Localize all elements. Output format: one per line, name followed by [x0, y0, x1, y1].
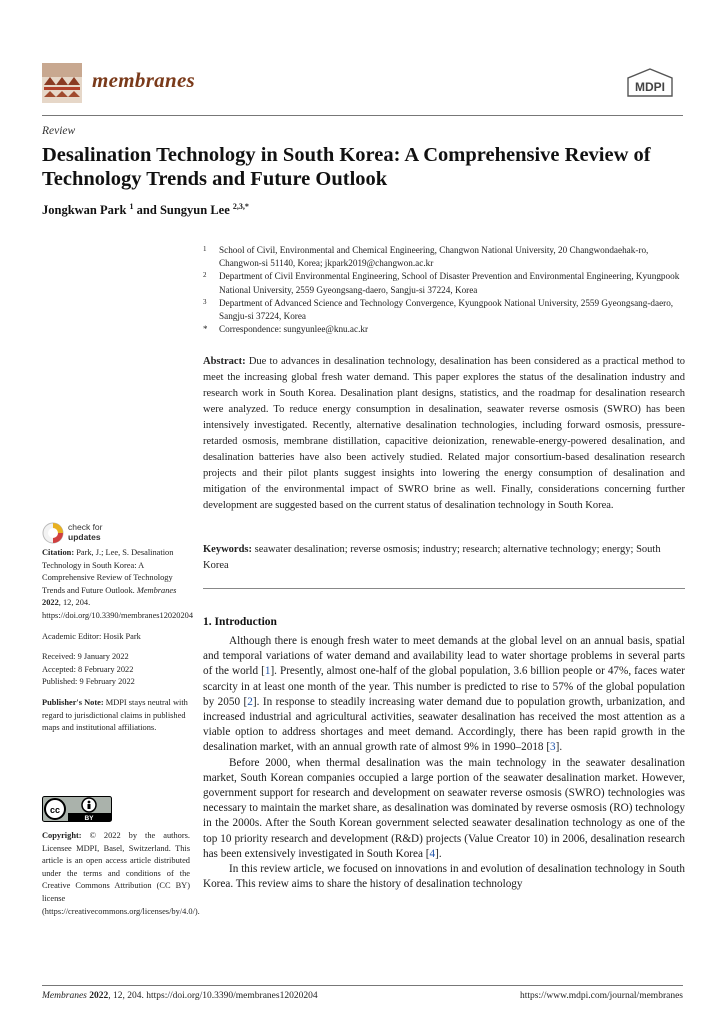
correspondence-text[interactable]: Correspondence: sungyunlee@knu.ac.kr [219, 324, 369, 335]
author-affiliation-mark: 2,3,* [232, 202, 249, 211]
citation-ref-link[interactable]: 4 [429, 847, 436, 860]
copyright-text: © 2022 by the authors. Licensee MDPI, Basel, Switzerland. This article is an open access article distributed under the terms and conditions of the Creative Commons Attribution (CC BY) license (https://creativecommons.org/licenses/by/4.0/). [42, 831, 200, 916]
check-for-updates-icon [42, 522, 64, 544]
copyright-notice [42, 830, 200, 918]
body-text-segment: Before 2000, when thermal desalination was the main technology in the seawater desalination market, South Korean companies occupied a large portion of the seawater desalination market. However, government support for research and development on seawater reverse osmosis (SWRO) technologies was necessary to maintain the market share, as desalination was dominated by reverse osmosis (RO) technology in the 2000s. After the South Korean government selected seawater desalination technology as one of the top 10 priority research and development (R&D) projects (Value Creator 10) in 2006, desalination research has been extensively investigated in South Korea [ [203, 756, 685, 860]
article-info-sidebar [42, 547, 194, 735]
citation-journal: Membranes [136, 585, 177, 595]
body-text-segment: Although there is enough fresh water to meet demands at the global level on an annual basis, spatial and temporal variations of water demand and availability lead to water shortage problems in several parts of the world [ [203, 635, 685, 678]
published-date: Published: 9 February 2022 [42, 677, 135, 687]
body-text-segment: ]. In response to steadily increasing water demand due to population growth, urbanization, and increased industrial and agricultural activities, seawater desalination has received the most attention as a viable option to address shortages and meet demand. Accordingly, there has been rapid growth in the desalination market, with an annual growth rate of almost 9% in 1990–2018 [ [203, 695, 685, 754]
keywords [203, 542, 685, 574]
abstract-label: Abstract: [203, 356, 246, 367]
affiliation-text: School of Civil, Environmental and Chemical Engineering, Changwon National University, 20 Changwondaehak-ro, Changwon-si 51140, Korea; jkpark2019@changwon.ac.kr [219, 245, 649, 269]
affiliation-number: 3 [203, 297, 207, 306]
author-name[interactable]: Jongkwan Park [42, 203, 127, 218]
correspondence-item [203, 323, 685, 336]
author-name[interactable]: Sungyun Lee [159, 203, 230, 218]
check-for-updates-label [68, 522, 103, 542]
affiliation-text: Department of Advanced Science and Technology Convergence, Kyungpook National University, 2559 Gyeongsang-daero, Sangju-si 37224, Korea [219, 297, 674, 322]
abstract-divider [203, 588, 685, 589]
introduction-text [203, 634, 685, 892]
article-type: Review [42, 125, 76, 137]
affiliation-number: 1 [203, 245, 207, 253]
membranes-journal-logo-icon [42, 63, 82, 103]
keywords-text: seawater desalination; reverse osmosis; industry; research; alternative technology; energy; South Korea [203, 544, 661, 571]
author-affiliation-mark: 1 [129, 202, 134, 211]
affiliation-text: Department of Civil Environmental Engineering, School of Disaster Prevention and Environmental Engineering, Kyungpook National University, 2559 Gyeongsang-daero, Sangju-si 37224, Korea [219, 271, 680, 295]
mdpi-logo-icon[interactable] [626, 68, 674, 98]
check-updates-line2: updates [68, 532, 101, 542]
footer-citation [42, 991, 318, 1001]
citation-ref-link[interactable]: 3 [550, 741, 556, 754]
correspondence-mark: * [203, 324, 208, 335]
cc-by-license-icon[interactable] [42, 796, 112, 822]
body-paragraph: In this review article, we focused on innovations in and evolution of desalination technology in South Korea. This review aims to share the history of desalination technology [203, 863, 685, 891]
author-joiner: and [133, 203, 160, 218]
affiliation-item [203, 297, 685, 323]
svg-text:cc: cc [49, 805, 61, 815]
affiliation-item [203, 270, 685, 296]
citation-year: 2022 [42, 598, 59, 608]
mdpi-logo-text: MDPI [635, 80, 665, 94]
footer-journal: Membranes [42, 991, 87, 1001]
cc-by-label: BY [84, 815, 94, 822]
header-divider [42, 115, 683, 116]
body-text-segment: ]. [555, 741, 563, 754]
citation-doi-link[interactable]: , 12, 204. https://doi.org/10.3390/membranes12020204 [42, 598, 194, 620]
keywords-label: Keywords: [203, 544, 252, 555]
abstract [203, 354, 685, 514]
citation-text: Park, J.; Lee, S. Desalination Technology in South Korea: A Comprehensive Review of Technology Trends and Future Outlook. [42, 548, 174, 595]
section-heading: 1. Introduction [203, 616, 277, 628]
citation [42, 547, 194, 623]
check-for-updates-button[interactable] [42, 520, 142, 546]
publisher-note-text: MDPI stays neutral with regard to jurisdictional claims in published maps and institutional affiliations. [42, 697, 188, 733]
body-paragraph [203, 756, 685, 862]
footer-doi-link[interactable]: , 12, 204. https://doi.org/10.3390/membranes12020204 [108, 991, 318, 1001]
footer-year: 2022 [89, 991, 109, 1001]
author-list [42, 202, 249, 218]
abstract-text: Due to advances in desalination technology, desalination has been considered as a practical method to meet the increasing global fresh water demand. This paper explores the status of the desalination industry and research work in South Korea. Desalination plant designs, statistics, and the roadmap for desalination research were analyzed. To reduce energy consumption in desalination, seawater reverse osmosis (SWRO) has been intensively investigated. Recently, alternative desalination technologies, including forward osmosis, pressure-retarded osmosis, membrane distillation, capacitive deionization, renewable-energy-powered desalination, and desalination batteries have also been actively studied. Related major consortium-based desalination research projects and their pilot plants suggest insights into lowering the energy consumption of desalination and mitigation of the environmental impact of SWRO brine as well. Finally, considerations concerning further development are suggested based on the current status of desalination technology in South Korea. [203, 356, 686, 511]
body-text-segment: ]. Presently, almost one-half of the global population, 3.6 billion people or 47%, faces water scarcity in at least one month of the year. This number is predicted to rise to 57% of the global population by 2050 [ [203, 665, 685, 708]
footer-divider [42, 985, 683, 986]
body-text-segment: ]. [435, 847, 442, 860]
citation-ref-link[interactable]: 2 [247, 695, 253, 708]
article-title: Desalination Technology in South Korea: A Comprehensive Review of Technology Trends and Future Outlook [42, 144, 651, 190]
received-date: Received: 9 January 2022 [42, 652, 129, 662]
publisher-note-label: Publisher's Note: [42, 697, 104, 707]
check-updates-line1: check for [68, 522, 103, 532]
copyright-label: Copyright: [42, 831, 82, 840]
citation-label: Citation: [42, 548, 75, 557]
academic-editor: Academic Editor: Hosik Park [42, 631, 141, 641]
publisher-note [42, 697, 190, 735]
affiliation-item [203, 244, 685, 270]
body-paragraph [203, 634, 685, 756]
affiliations [203, 244, 685, 336]
citation-ref-link[interactable]: 1 [264, 665, 271, 678]
journal-name: membranes [92, 68, 196, 92]
accepted-date: Accepted: 8 February 2022 [42, 664, 134, 674]
affiliation-number: 2 [203, 271, 207, 280]
footer-journal-url[interactable]: https://www.mdpi.com/journal/membranes [520, 991, 683, 1001]
